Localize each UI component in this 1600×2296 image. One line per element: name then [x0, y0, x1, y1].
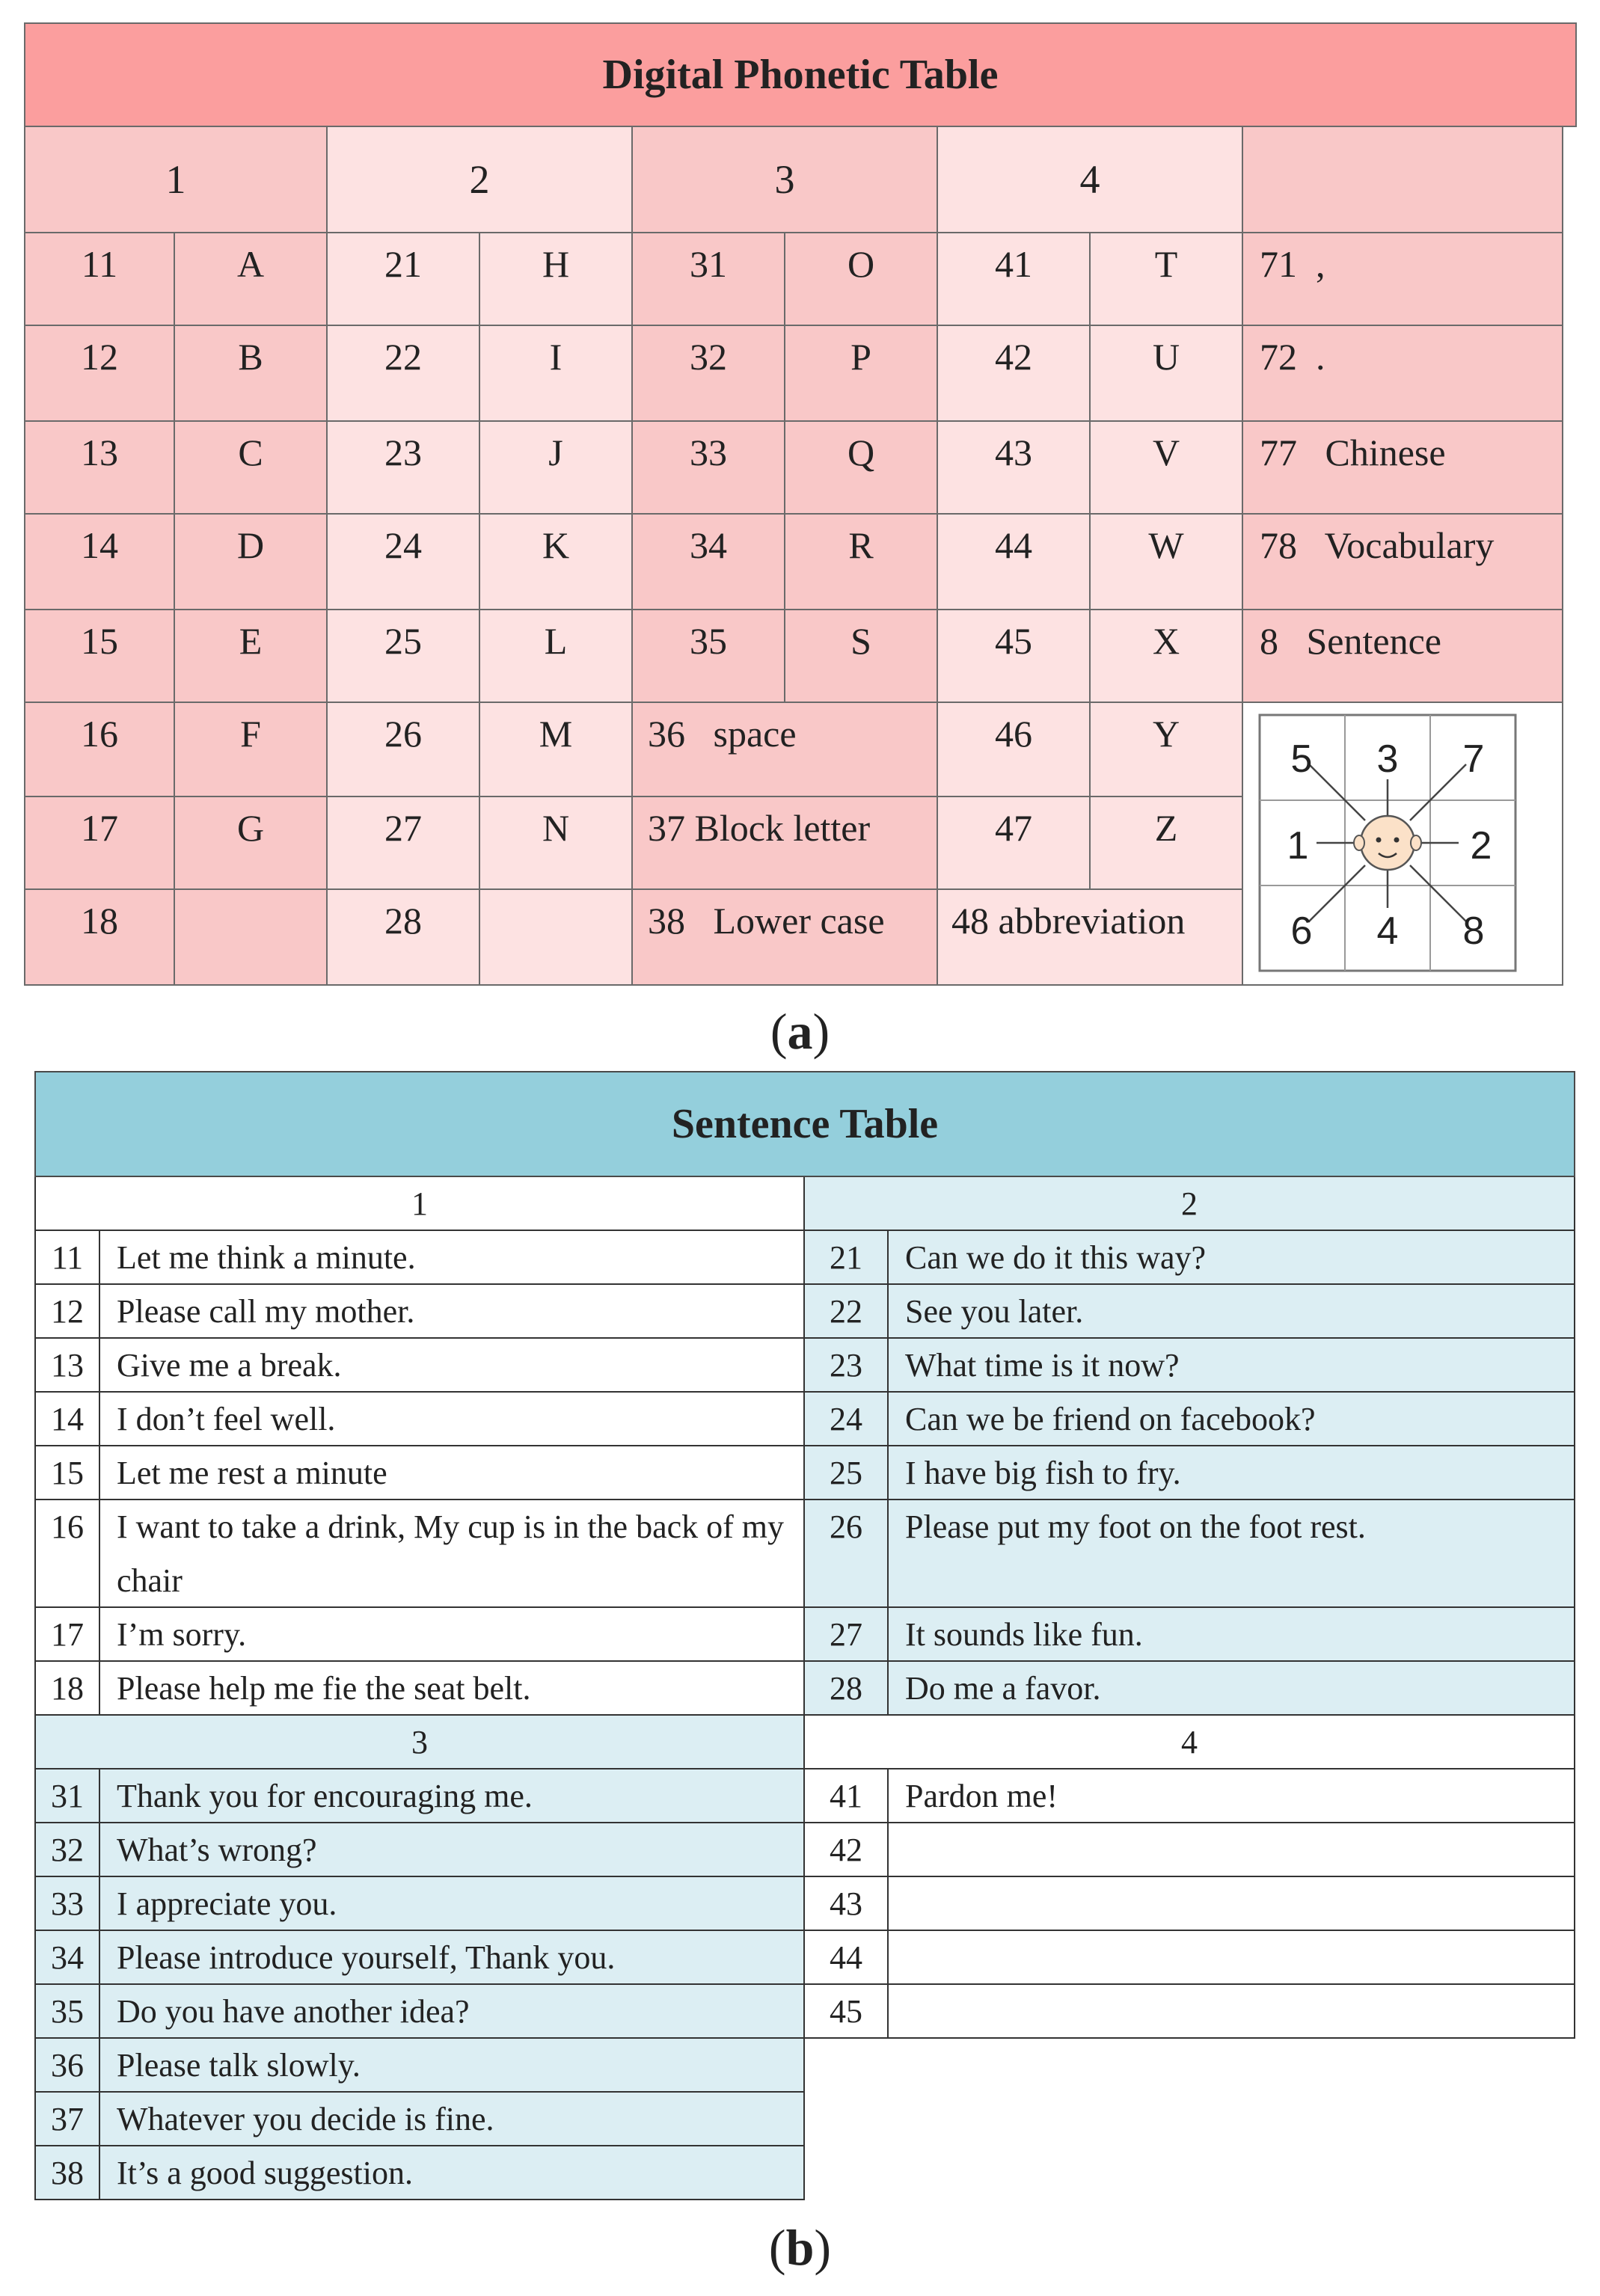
sentence-text: It sounds like fun. [889, 1608, 1575, 1662]
sentence-number: 32 [34, 1823, 100, 1877]
sentence-text [889, 1823, 1575, 1877]
sentence-number: 31 [34, 1769, 100, 1823]
direction-number: 5 [1290, 737, 1313, 781]
sentence-number: 13 [34, 1339, 100, 1393]
letter-cell [480, 890, 633, 986]
letter-cell: J [480, 422, 633, 515]
sentence-text: Can we be friend on facebook? [889, 1393, 1575, 1446]
letter-cell: U [1091, 326, 1243, 422]
letter-cell: Q [785, 422, 938, 515]
code-cell: 47 [938, 797, 1091, 890]
direction-pad-diagram [1257, 712, 1518, 974]
caption-b-letter: b [785, 2219, 815, 2276]
letter-cell: P [785, 326, 938, 422]
sentence-number: 15 [34, 1446, 100, 1500]
letter-cell: D [175, 515, 328, 610]
sentence-text [889, 1877, 1575, 1931]
sentence-text: Do you have another idea? [100, 1985, 805, 2039]
letter-cell: W [1091, 515, 1243, 610]
sentence-number: 25 [805, 1446, 889, 1500]
sentence-text: I don’t feel well. [100, 1393, 805, 1446]
merged-label-cell: 36 space [633, 703, 938, 797]
direction-number: 2 [1470, 824, 1492, 868]
sentence-number: 16 [34, 1500, 100, 1608]
digital-phonetic-table [24, 22, 1580, 980]
letter-cell: L [480, 610, 633, 703]
code-cell: 41 [938, 233, 1091, 326]
face-eye-icon [1394, 838, 1400, 843]
letter-cell: S [785, 610, 938, 703]
section-header-1: 1 [34, 1177, 805, 1231]
face-icon [1361, 816, 1414, 870]
letter-cell: A [175, 233, 328, 326]
code-cell: 13 [24, 422, 175, 515]
phonetic-grid [24, 127, 1577, 998]
letter-cell: V [1091, 422, 1243, 515]
group-header-2: 2 [328, 127, 633, 233]
sentence-text: I’m sorry. [100, 1608, 805, 1662]
sentence-text: I want to take a drink, My cup is in the back of my chair [100, 1500, 805, 1608]
sentence-text: I have big fish to fry. [889, 1446, 1575, 1500]
sentence-text: Give me a break. [100, 1339, 805, 1393]
code-cell: 23 [328, 422, 480, 515]
sentence-text: Do me a favor. [889, 1662, 1575, 1716]
sentence-number: 11 [34, 1231, 100, 1285]
sentence-text: Whatever you decide is fine. [100, 2093, 805, 2146]
group-header-extra [1243, 127, 1563, 233]
caption-b: (b) [768, 2219, 832, 2276]
letter-cell: O [785, 233, 938, 326]
code-cell: 32 [633, 326, 785, 422]
sentence-number: 45 [805, 1985, 889, 2039]
merged-label-cell: 48 abbreviation [938, 890, 1243, 986]
code-cell: 35 [633, 610, 785, 703]
punctuation-cell: 78 Vocabulary [1243, 515, 1563, 610]
letter-cell: F [175, 703, 328, 797]
sentence-number: 17 [34, 1608, 100, 1662]
direction-number: 8 [1462, 909, 1485, 953]
section-header-3: 3 [34, 1716, 805, 1769]
sentence-text: What time is it now? [889, 1339, 1575, 1393]
merged-label-cell: 37 Block letter [633, 797, 938, 890]
caption-a: (a) [770, 1003, 830, 1060]
sentence-table-title: Sentence Table [34, 1071, 1575, 1177]
code-cell: 26 [328, 703, 480, 797]
code-cell: 33 [633, 422, 785, 515]
direction-number: 3 [1376, 737, 1399, 781]
code-cell: 42 [938, 326, 1091, 422]
letter-cell: T [1091, 233, 1243, 326]
sentence-number: 28 [805, 1662, 889, 1716]
letter-cell: N [480, 797, 633, 890]
sentence-table [34, 1071, 1575, 2200]
code-cell: 22 [328, 326, 480, 422]
sentence-number: 44 [805, 1931, 889, 1985]
sentence-number: 21 [805, 1231, 889, 1285]
letter-cell: C [175, 422, 328, 515]
sentence-number: 36 [34, 2039, 100, 2093]
code-cell: 43 [938, 422, 1091, 515]
group-header-1: 1 [24, 127, 328, 233]
section-header-2: 2 [805, 1177, 1575, 1231]
face-ear-icon [1411, 835, 1421, 850]
punctuation-cell: 77 Chinese [1243, 422, 1563, 515]
sentence-number: 18 [34, 1662, 100, 1716]
sentence-number: 24 [805, 1393, 889, 1446]
sentence-number: 27 [805, 1608, 889, 1662]
sentence-number: 26 [805, 1500, 889, 1608]
code-cell: 27 [328, 797, 480, 890]
sentence-number: 23 [805, 1339, 889, 1393]
sentence-number: 34 [34, 1931, 100, 1985]
letter-cell: G [175, 797, 328, 890]
direction-number: 6 [1290, 909, 1313, 953]
sentence-text: Let me think a minute. [100, 1231, 805, 1285]
phonetic-table-title: Digital Phonetic Table [24, 22, 1577, 127]
punctuation-cell: 72 . [1243, 326, 1563, 422]
sentence-text: Please introduce yourself, Thank you. [100, 1931, 805, 1985]
sentence-number: 38 [34, 2146, 100, 2200]
sentence-number: 35 [34, 1985, 100, 2039]
sentence-text [889, 1985, 1575, 2039]
sentence-text: I appreciate you. [100, 1877, 805, 1931]
letter-cell: Y [1091, 703, 1243, 797]
letter-cell [175, 890, 328, 986]
direction-number: 4 [1376, 909, 1399, 953]
punctuation-cell: 71 , [1243, 233, 1563, 326]
code-cell: 46 [938, 703, 1091, 797]
code-cell: 15 [24, 610, 175, 703]
sentence-number: 14 [34, 1393, 100, 1446]
sentence-number: 42 [805, 1823, 889, 1877]
code-cell: 16 [24, 703, 175, 797]
code-cell: 11 [24, 233, 175, 326]
sentence-text: Please help me fie the seat belt. [100, 1662, 805, 1716]
code-cell: 31 [633, 233, 785, 326]
sentence-number: 33 [34, 1877, 100, 1931]
sentence-text: Please talk slowly. [100, 2039, 805, 2093]
face-ear-icon [1354, 835, 1364, 850]
sentence-number: 22 [805, 1285, 889, 1339]
sentence-text: Let me rest a minute [100, 1446, 805, 1500]
sentence-text: Please call my mother. [100, 1285, 805, 1339]
code-cell: 34 [633, 515, 785, 610]
punctuation-cell: 8 Sentence [1243, 610, 1563, 703]
sentence-text: Thank you for encouraging me. [100, 1769, 805, 1823]
sentence-text: Pardon me! [889, 1769, 1575, 1823]
direction-number: 1 [1287, 824, 1309, 868]
caption-a-letter: a [787, 1003, 813, 1060]
group-header-4: 4 [938, 127, 1243, 233]
sentence-text: What’s wrong? [100, 1823, 805, 1877]
direction-number: 7 [1462, 737, 1485, 781]
sentence-text: It’s a good suggestion. [100, 2146, 805, 2200]
direction-pad-cell [1243, 703, 1563, 986]
group-header-3: 3 [633, 127, 938, 233]
merged-label-cell: 38 Lower case [633, 890, 938, 986]
letter-cell: K [480, 515, 633, 610]
code-cell: 17 [24, 797, 175, 890]
letter-cell: R [785, 515, 938, 610]
letter-cell: Z [1091, 797, 1243, 890]
sentence-number: 12 [34, 1285, 100, 1339]
code-cell: 28 [328, 890, 480, 986]
letter-cell: M [480, 703, 633, 797]
code-cell: 21 [328, 233, 480, 326]
face-eye-icon [1376, 838, 1382, 843]
letter-cell: I [480, 326, 633, 422]
code-cell: 24 [328, 515, 480, 610]
sentence-text: Please put my foot on the foot rest. [889, 1500, 1575, 1608]
sentence-number: 37 [34, 2093, 100, 2146]
letter-cell: X [1091, 610, 1243, 703]
sentence-text: See you later. [889, 1285, 1575, 1339]
letter-cell: B [175, 326, 328, 422]
code-cell: 25 [328, 610, 480, 703]
code-cell: 45 [938, 610, 1091, 703]
code-cell: 12 [24, 326, 175, 422]
sentence-text: Can we do it this way? [889, 1231, 1575, 1285]
sentence-text [889, 1931, 1575, 1985]
section-header-4: 4 [805, 1716, 1575, 1769]
letter-cell: E [175, 610, 328, 703]
code-cell: 18 [24, 890, 175, 986]
sentence-number: 43 [805, 1877, 889, 1931]
letter-cell: H [480, 233, 633, 326]
sentence-number: 41 [805, 1769, 889, 1823]
code-cell: 44 [938, 515, 1091, 610]
code-cell: 14 [24, 515, 175, 610]
